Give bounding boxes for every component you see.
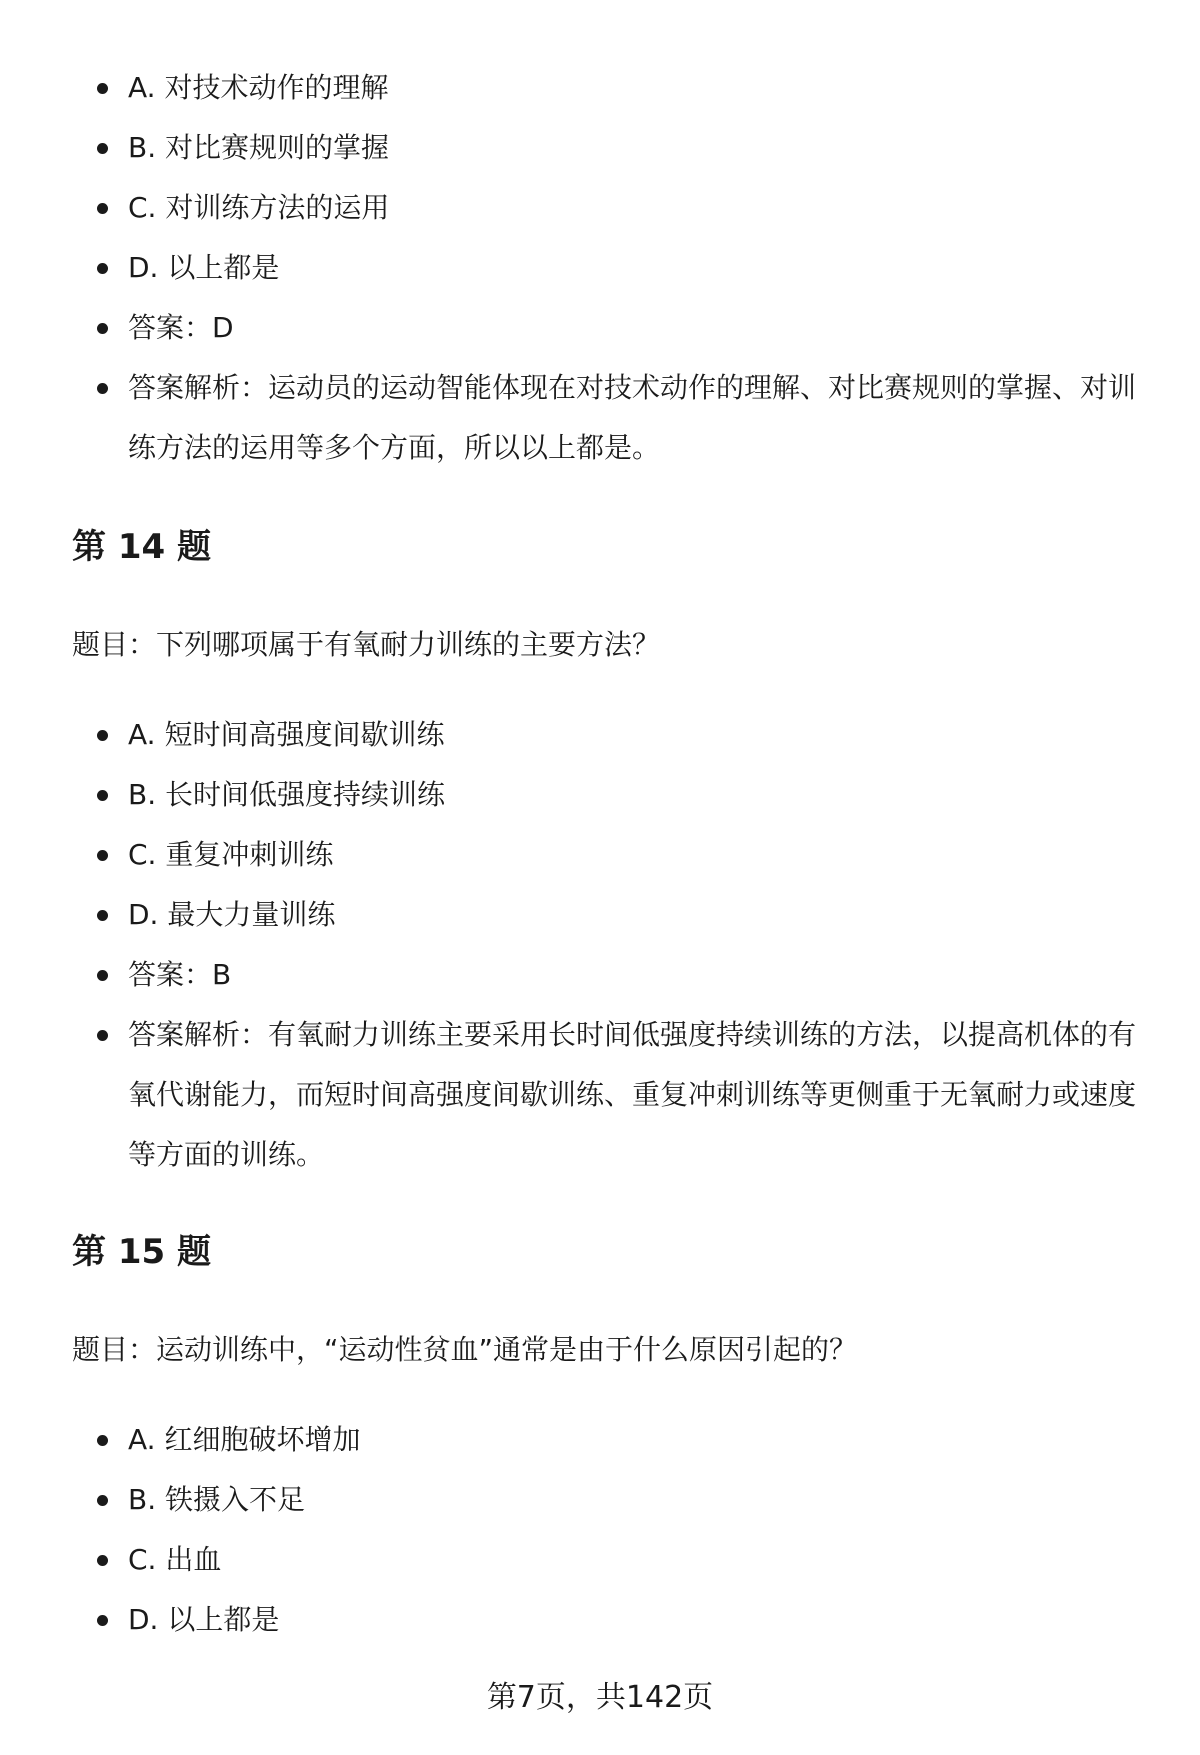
- prev-question-block: [0, 58, 1200, 478]
- answer-explanation: 答案解析：运动员的运动智能体现在对技术动作的理解、对比赛规则的掌握、对训练方法的运用等多个方面，所以以上都是。: [0, 358, 1200, 478]
- question-stem-15: 题目：运动训练中，“运动性贫血”通常是由于什么原因引起的？: [72, 1333, 858, 1366]
- option-c: C. 对训练方法的运用: [0, 178, 1200, 238]
- answer: 答案：D: [0, 298, 1200, 358]
- question-heading-14: 第 14 题: [72, 527, 211, 567]
- option-a: A. 短时间高强度间歇训练: [0, 705, 1200, 765]
- option-d: D. 最大力量训练: [0, 885, 1200, 945]
- option-d: D. 以上都是: [0, 1590, 1200, 1650]
- option-c: C. 重复冲刺训练: [0, 825, 1200, 885]
- question-heading-15: 第 15 题: [72, 1232, 211, 1272]
- question-14-options: [0, 705, 1200, 1185]
- option-c: C. 出血: [0, 1530, 1200, 1590]
- answer: 答案：B: [0, 945, 1200, 1005]
- question-stem-14: 题目：下列哪项属于有氧耐力训练的主要方法？: [72, 628, 661, 661]
- option-a: A. 红细胞破坏增加: [0, 1410, 1200, 1470]
- option-d: D. 以上都是: [0, 238, 1200, 298]
- option-a: A. 对技术动作的理解: [0, 58, 1200, 118]
- option-b: B. 铁摄入不足: [0, 1470, 1200, 1530]
- prev-question-options: [0, 58, 1200, 478]
- page-footer: 第7页，共142页: [486, 1680, 714, 1715]
- question-14-block: [0, 705, 1200, 1185]
- option-b: B. 长时间低强度持续训练: [0, 765, 1200, 825]
- question-15-options: [0, 1410, 1200, 1650]
- question-15-block: [0, 1410, 1200, 1650]
- option-b: B. 对比赛规则的掌握: [0, 118, 1200, 178]
- answer-explanation: 答案解析：有氧耐力训练主要采用长时间低强度持续训练的方法，以提高机体的有氧代谢能力，而短时间高强度间歇训练、重复冲刺训练等更侧重于无氧耐力或速度等方面的训练。: [0, 1005, 1200, 1185]
